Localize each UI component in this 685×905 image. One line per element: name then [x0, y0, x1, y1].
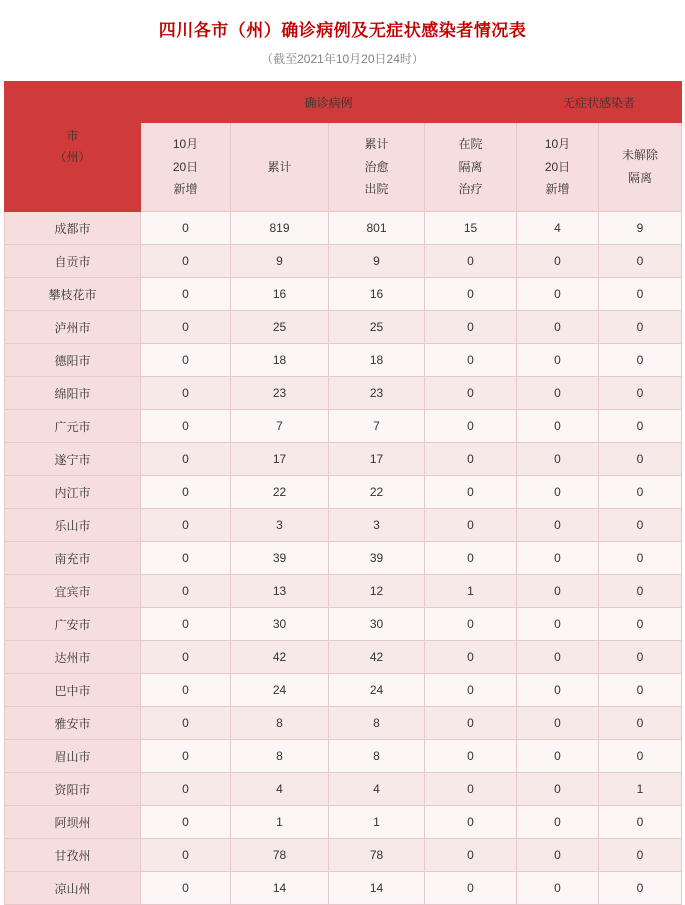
cell-asym-still-isolated: 0	[599, 311, 682, 344]
cell-confirmed-total: 9	[231, 245, 329, 278]
cell-cured-discharged: 9	[329, 245, 425, 278]
cell-city: 资阳市	[5, 773, 141, 806]
header-asym-held-line2: 隔离	[628, 171, 653, 185]
cell-cured-discharged: 7	[329, 410, 425, 443]
cell-asym-still-isolated: 0	[599, 245, 682, 278]
table-row	[5, 575, 682, 608]
table-header	[5, 82, 682, 212]
cell-asym-new: 0	[517, 311, 599, 344]
cell-asym-still-isolated: 0	[599, 872, 682, 905]
page-title: 四川各市（州）确诊病例及无症状感染者情况表	[158, 21, 527, 40]
cell-confirmed-new: 0	[141, 212, 231, 245]
cell-confirmed-new: 0	[141, 443, 231, 476]
cell-asym-new: 0	[517, 707, 599, 740]
header-cured-line3: 出院	[364, 182, 389, 197]
table-row	[5, 212, 682, 245]
cell-in-hospital: 0	[425, 245, 517, 278]
cell-confirmed-new: 0	[141, 410, 231, 443]
cell-cured-discharged: 30	[329, 608, 425, 641]
cell-asym-still-isolated: 0	[599, 443, 682, 476]
cell-asym-new: 0	[517, 278, 599, 311]
table-row	[5, 839, 682, 872]
table-header-row-1	[5, 82, 682, 123]
cell-asym-still-isolated: 0	[599, 707, 682, 740]
cell-city: 绵阳市	[5, 377, 141, 410]
table-row	[5, 707, 682, 740]
header-in-hospital-line2: 隔离	[458, 159, 483, 174]
cell-in-hospital: 0	[425, 806, 517, 839]
cell-cured-discharged: 24	[329, 674, 425, 707]
table-row	[5, 476, 682, 509]
header-cured-line1: 累计	[364, 136, 389, 151]
cell-in-hospital: 1	[425, 575, 517, 608]
cell-in-hospital: 0	[425, 476, 517, 509]
cell-confirmed-new: 0	[141, 509, 231, 542]
cell-asym-still-isolated: 0	[599, 674, 682, 707]
cell-asym-still-isolated: 0	[599, 509, 682, 542]
cell-confirmed-total: 3	[231, 509, 329, 542]
cell-asym-still-isolated: 0	[599, 575, 682, 608]
cell-confirmed-total: 8	[231, 740, 329, 773]
cell-in-hospital: 0	[425, 410, 517, 443]
cell-confirmed-new: 0	[141, 245, 231, 278]
header-asym-new-line2: 20日	[544, 159, 571, 174]
cell-asym-new: 0	[517, 608, 599, 641]
cell-in-hospital: 0	[425, 740, 517, 773]
header-asym-new	[517, 123, 599, 212]
table-row	[5, 740, 682, 773]
header-asymptomatic-group: 无症状感染者	[517, 82, 682, 123]
cell-asym-still-isolated: 9	[599, 212, 682, 245]
table-row	[5, 509, 682, 542]
cell-confirmed-total: 819	[231, 212, 329, 245]
table-body	[5, 212, 682, 905]
cell-confirmed-total: 16	[231, 278, 329, 311]
cell-asym-new: 0	[517, 377, 599, 410]
cell-asym-still-isolated: 0	[599, 344, 682, 377]
cell-asym-still-isolated: 0	[599, 377, 682, 410]
header-asym-still-isolated	[599, 123, 682, 212]
cell-in-hospital: 0	[425, 707, 517, 740]
table-row	[5, 542, 682, 575]
header-confirmed-new	[141, 123, 231, 212]
cell-asym-new: 0	[517, 542, 599, 575]
cell-cured-discharged: 8	[329, 740, 425, 773]
cell-confirmed-new: 0	[141, 542, 231, 575]
cell-confirmed-new: 0	[141, 377, 231, 410]
cell-city: 德阳市	[5, 344, 141, 377]
cell-in-hospital: 0	[425, 377, 517, 410]
cell-confirmed-total: 1	[231, 806, 329, 839]
cell-confirmed-new: 0	[141, 674, 231, 707]
cell-city: 眉山市	[5, 740, 141, 773]
cell-confirmed-new: 0	[141, 344, 231, 377]
cell-asym-still-isolated: 0	[599, 542, 682, 575]
cell-asym-still-isolated: 0	[599, 278, 682, 311]
cell-confirmed-total: 25	[231, 311, 329, 344]
cell-cured-discharged: 23	[329, 377, 425, 410]
header-confirmed-new-line2: 20日	[172, 159, 199, 174]
cell-confirmed-new: 0	[141, 278, 231, 311]
cell-city: 遂宁市	[5, 443, 141, 476]
cell-confirmed-total: 23	[231, 377, 329, 410]
cell-confirmed-new: 0	[141, 740, 231, 773]
cell-city: 内江市	[5, 476, 141, 509]
cell-city: 凉山州	[5, 872, 141, 905]
header-asym-new-line3: 新增	[545, 182, 570, 197]
cell-confirmed-total: 4	[231, 773, 329, 806]
cell-confirmed-total: 13	[231, 575, 329, 608]
header-confirmed-new-line3: 新增	[173, 182, 198, 197]
cell-asym-new: 4	[517, 212, 599, 245]
cell-asym-new: 0	[517, 839, 599, 872]
cell-asym-still-isolated: 0	[599, 608, 682, 641]
cell-confirmed-new: 0	[141, 311, 231, 344]
cell-confirmed-new: 0	[141, 773, 231, 806]
cell-city: 达州市	[5, 641, 141, 674]
page-subtitle: （截至2021年10月20日24时）	[261, 52, 424, 66]
covid-statistics-table	[4, 81, 682, 905]
table-row	[5, 278, 682, 311]
cell-confirmed-new: 0	[141, 872, 231, 905]
cell-confirmed-total: 17	[231, 443, 329, 476]
header-cured-discharged	[329, 123, 425, 212]
cell-confirmed-new: 0	[141, 608, 231, 641]
cell-cured-discharged: 39	[329, 542, 425, 575]
cell-asym-still-isolated: 0	[599, 476, 682, 509]
table-row	[5, 245, 682, 278]
cell-in-hospital: 0	[425, 674, 517, 707]
cell-cured-discharged: 25	[329, 311, 425, 344]
cell-confirmed-total: 7	[231, 410, 329, 443]
cell-asym-new: 0	[517, 806, 599, 839]
table-row	[5, 311, 682, 344]
cell-confirmed-total: 42	[231, 641, 329, 674]
cell-asym-still-isolated: 0	[599, 806, 682, 839]
cell-in-hospital: 0	[425, 443, 517, 476]
header-asym-new-line1: 10月	[544, 136, 571, 151]
cell-in-hospital: 0	[425, 839, 517, 872]
cell-in-hospital: 0	[425, 311, 517, 344]
cell-asym-new: 0	[517, 740, 599, 773]
table-row	[5, 674, 682, 707]
cell-in-hospital: 0	[425, 641, 517, 674]
header-confirmed-new-line1: 10月	[172, 136, 199, 151]
cell-city: 广安市	[5, 608, 141, 641]
header-city-line2: （州）	[54, 149, 91, 164]
cell-confirmed-total: 39	[231, 542, 329, 575]
cell-city: 巴中市	[5, 674, 141, 707]
cell-asym-new: 0	[517, 641, 599, 674]
cell-asym-new: 0	[517, 773, 599, 806]
cell-asym-new: 0	[517, 245, 599, 278]
header-confirmed-group: 确诊病例	[141, 82, 517, 123]
cell-in-hospital: 0	[425, 509, 517, 542]
table-row	[5, 773, 682, 806]
table-row	[5, 608, 682, 641]
cell-in-hospital: 0	[425, 872, 517, 905]
table-row	[5, 443, 682, 476]
cell-asym-new: 0	[517, 872, 599, 905]
cell-confirmed-new: 0	[141, 641, 231, 674]
table-row	[5, 377, 682, 410]
cell-cured-discharged: 18	[329, 344, 425, 377]
cell-asym-new: 0	[517, 476, 599, 509]
cell-cured-discharged: 4	[329, 773, 425, 806]
cell-asym-still-isolated: 1	[599, 773, 682, 806]
cell-city: 雅安市	[5, 707, 141, 740]
cell-confirmed-total: 24	[231, 674, 329, 707]
cell-cured-discharged: 12	[329, 575, 425, 608]
cell-cured-discharged: 8	[329, 707, 425, 740]
cell-confirmed-total: 8	[231, 707, 329, 740]
cell-cured-discharged: 801	[329, 212, 425, 245]
header-city-line1: 市	[66, 129, 79, 144]
cell-asym-still-isolated: 0	[599, 641, 682, 674]
cell-asym-still-isolated: 0	[599, 740, 682, 773]
cell-cured-discharged: 42	[329, 641, 425, 674]
cell-in-hospital: 15	[425, 212, 517, 245]
cell-city: 广元市	[5, 410, 141, 443]
cell-asym-new: 0	[517, 410, 599, 443]
cell-cured-discharged: 17	[329, 443, 425, 476]
cell-asym-new: 0	[517, 674, 599, 707]
header-cured-line2: 治愈	[364, 159, 389, 174]
cell-city: 自贡市	[5, 245, 141, 278]
cell-confirmed-new: 0	[141, 575, 231, 608]
cell-cured-discharged: 22	[329, 476, 425, 509]
cell-cured-discharged: 1	[329, 806, 425, 839]
table-row	[5, 344, 682, 377]
cell-confirmed-new: 0	[141, 839, 231, 872]
cell-asym-still-isolated: 0	[599, 410, 682, 443]
cell-city: 宜宾市	[5, 575, 141, 608]
cell-cured-discharged: 78	[329, 839, 425, 872]
cell-asym-new: 0	[517, 443, 599, 476]
header-city	[5, 82, 141, 212]
cell-confirmed-total: 30	[231, 608, 329, 641]
cell-in-hospital: 0	[425, 608, 517, 641]
cell-city: 阿坝州	[5, 806, 141, 839]
table-row	[5, 410, 682, 443]
header-in-hospital-line1: 在院	[458, 136, 483, 151]
cell-asym-new: 0	[517, 575, 599, 608]
cell-confirmed-total: 78	[231, 839, 329, 872]
cell-confirmed-new: 0	[141, 806, 231, 839]
cell-city: 成都市	[5, 212, 141, 245]
cell-asym-new: 0	[517, 344, 599, 377]
cell-in-hospital: 0	[425, 344, 517, 377]
cell-city: 南充市	[5, 542, 141, 575]
cell-city: 攀枝花市	[5, 278, 141, 311]
header-in-hospital	[425, 123, 517, 212]
table-row	[5, 806, 682, 839]
cell-confirmed-new: 0	[141, 707, 231, 740]
cell-in-hospital: 0	[425, 542, 517, 575]
cell-confirmed-total: 18	[231, 344, 329, 377]
cell-in-hospital: 0	[425, 278, 517, 311]
cell-confirmed-total: 14	[231, 872, 329, 905]
cell-cured-discharged: 3	[329, 509, 425, 542]
table-row	[5, 641, 682, 674]
cell-city: 泸州市	[5, 311, 141, 344]
cell-asym-still-isolated: 0	[599, 839, 682, 872]
cell-asym-new: 0	[517, 509, 599, 542]
cell-confirmed-total: 22	[231, 476, 329, 509]
cell-cured-discharged: 16	[329, 278, 425, 311]
header-in-hospital-line3: 治疗	[458, 182, 483, 197]
cell-confirmed-new: 0	[141, 476, 231, 509]
table-row	[5, 872, 682, 905]
cell-city: 乐山市	[5, 509, 141, 542]
header-asym-held-line1: 未解除	[622, 148, 659, 163]
cell-in-hospital: 0	[425, 773, 517, 806]
cell-city: 甘孜州	[5, 839, 141, 872]
header-confirmed-total: 累计	[231, 123, 329, 212]
cell-cured-discharged: 14	[329, 872, 425, 905]
